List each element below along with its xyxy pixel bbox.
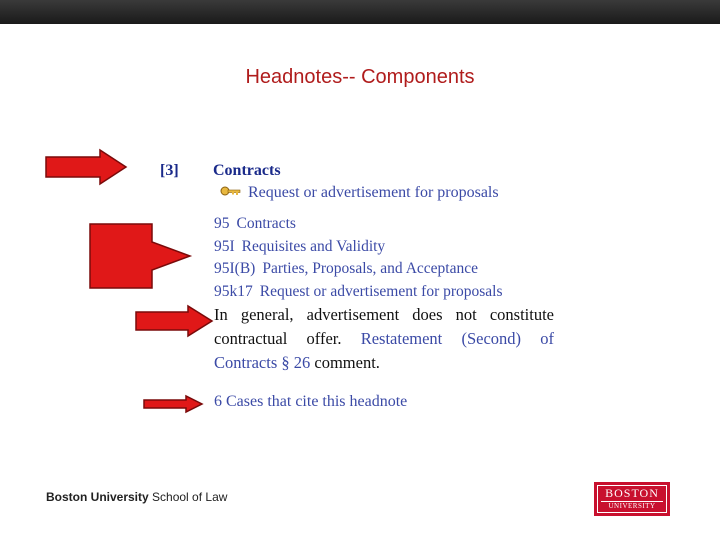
arrow-cases <box>142 394 204 414</box>
footer-branding <box>46 490 227 504</box>
arrow-topic <box>44 148 128 186</box>
key-number-label: Parties, Proposals, and Acceptance <box>262 260 478 277</box>
key-number-item[interactable] <box>214 236 503 259</box>
footer-school: School of Law <box>152 490 228 504</box>
arrow-summary <box>134 304 214 338</box>
key-number-list <box>214 213 503 303</box>
citation-link[interactable]: Restatement (Second) of Contracts § 26 <box>214 329 554 372</box>
key-line[interactable] <box>220 184 499 202</box>
key-number-label: Request or advertisement for proposals <box>259 282 503 300</box>
summary-tail: comment. <box>314 353 380 372</box>
footer-institution: Boston University <box>46 490 149 504</box>
key-number: 95I(B) <box>214 260 256 277</box>
key-number-label: Contracts <box>236 215 296 232</box>
logo-line2: UNIVERSITY <box>601 501 663 511</box>
bu-logo <box>594 482 670 516</box>
arrow-key-numbers <box>88 222 194 290</box>
key-number: 95 <box>214 215 230 232</box>
headnote-topic[interactable]: Contracts <box>213 162 281 179</box>
logo-line1: BOSTON <box>605 486 659 500</box>
summary-text: In general, advertisement does not constitute contractual offer. <box>214 305 554 348</box>
key-number-item[interactable] <box>214 281 503 304</box>
slide-title: Headnotes-- Components <box>245 66 475 88</box>
key-number-item[interactable] <box>214 258 503 281</box>
key-icon <box>220 184 244 202</box>
key-number-label: Requisites and Validity <box>241 237 386 255</box>
headnote-summary <box>214 303 554 375</box>
citing-cases-link[interactable]: 6 Cases that cite this headnote <box>214 393 408 410</box>
key-line-label: Request or advertisement for proposals <box>248 184 499 201</box>
headnote-number: [3] <box>160 162 179 179</box>
key-number-item[interactable] <box>214 213 503 236</box>
key-number: 95I <box>214 237 235 255</box>
top-bar <box>0 0 720 24</box>
key-number: 95k17 <box>214 282 253 300</box>
